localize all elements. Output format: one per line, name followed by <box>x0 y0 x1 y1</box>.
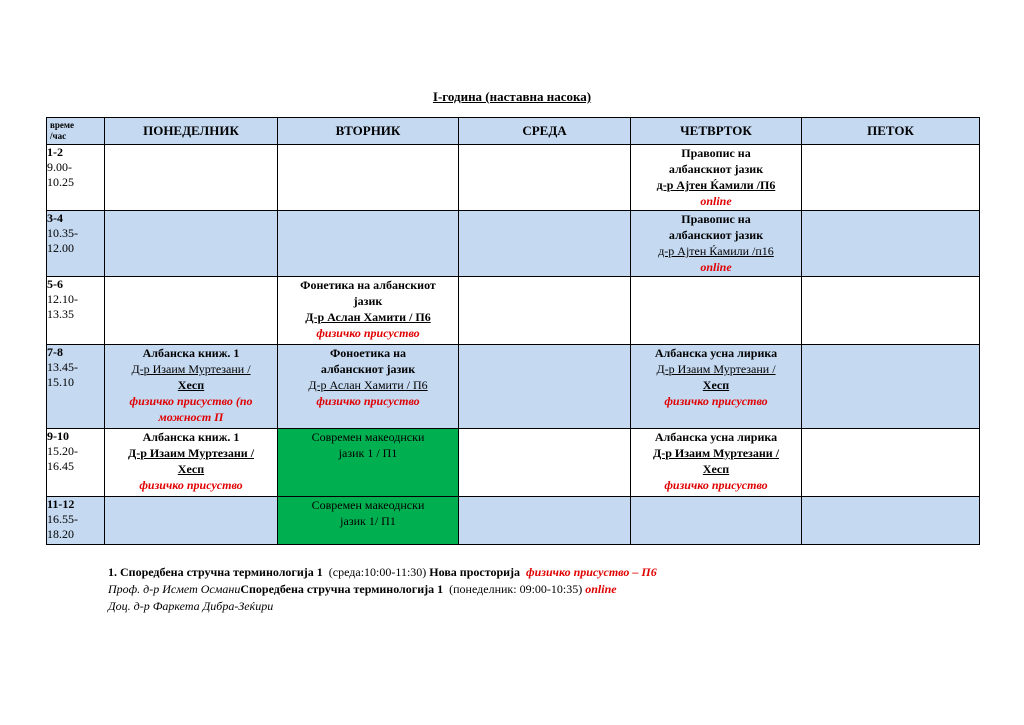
time-cell: 11-12 16.55- 18.20 <box>47 497 105 545</box>
schedule-table <box>46 117 980 545</box>
slot-tue-1 <box>278 145 459 211</box>
notes-section <box>108 564 657 615</box>
slot-tue-3: Фонетика на албанскиот јазик Д-р Аслан Хамити / П6 физичко присуство <box>278 277 459 345</box>
slot-wed-3 <box>459 277 631 345</box>
slot-thu-3 <box>631 277 802 345</box>
time-cell: 9-10 15.20- 16.45 <box>47 429 105 497</box>
slot-fri-5 <box>802 429 980 497</box>
slot-wed-4 <box>459 345 631 429</box>
slot-mon-1 <box>105 145 278 211</box>
slot-thu-6 <box>631 497 802 545</box>
table-row <box>47 145 980 211</box>
time-cell: 5-6 12.10- 13.35 <box>47 277 105 345</box>
slot-thu-1: Правопис на албанскиот јазик д-р Ајтен Ќамили /П6 online <box>631 145 802 211</box>
slot-mon-3 <box>105 277 278 345</box>
slot-tue-4: Фоноетика на албанскиот јазик Д-р Аслан Хамити / П6 физичко присуство <box>278 345 459 429</box>
day-monday: ПОНЕДЕЛНИК <box>105 118 278 145</box>
table-row <box>47 497 980 545</box>
header-row <box>47 118 980 145</box>
slot-fri-1 <box>802 145 980 211</box>
page-title: I-година (наставна насока) <box>432 89 592 104</box>
slot-tue-6: Современ макеоднски јазик 1/ П1 <box>278 497 459 545</box>
note-line-2: Проф. д-р Исмет ОсманиСпоредбена стручна терминологија 1 (понеделник: 09:00-10:35) online <box>108 582 617 596</box>
time-header: време /час <box>47 118 105 145</box>
time-cell: 3-4 10.35- 12.00 <box>47 211 105 277</box>
day-tuesday: ВТОРНИК <box>278 118 459 145</box>
slot-fri-4 <box>802 345 980 429</box>
slot-mon-2 <box>105 211 278 277</box>
time-cell: 7-8 13.45- 15.10 <box>47 345 105 429</box>
day-thursday: ЧЕТВРТОК <box>631 118 802 145</box>
slot-thu-5: Албанска усна лирика Д-р Изаим Муртезани / Хесп физичко присуство <box>631 429 802 497</box>
slot-thu-4: Албанска усна лирика Д-р Изаим Муртезани / Хесп физичко присуство <box>631 345 802 429</box>
slot-wed-5 <box>459 429 631 497</box>
slot-fri-6 <box>802 497 980 545</box>
slot-fri-3 <box>802 277 980 345</box>
day-friday: ПЕТОК <box>802 118 980 145</box>
slot-fri-2 <box>802 211 980 277</box>
slot-mon-6 <box>105 497 278 545</box>
slot-tue-5: Современ макеоднски јазик 1 / П1 <box>278 429 459 497</box>
slot-wed-2 <box>459 211 631 277</box>
slot-tue-2 <box>278 211 459 277</box>
time-cell: 1-2 9.00- 10.25 <box>47 145 105 211</box>
table-row <box>47 429 980 497</box>
slot-thu-2: Правопис на албанскиот јазик д-р Ајтен Ќамили /п16 online <box>631 211 802 277</box>
day-wednesday: СРЕДА <box>459 118 631 145</box>
note-line-3: Доц. д-р Фаркета Дибра-Зеќири <box>108 599 274 613</box>
table-row <box>47 277 980 345</box>
slot-mon-4: Албанска книж. 1 Д-р Изаим Муртезани / Хесп физичко присуство (по можност П <box>105 345 278 429</box>
slot-mon-5: Албанска книж. 1 Д-р Изаим Муртезани / Хесп физичко присуство <box>105 429 278 497</box>
slot-wed-6 <box>459 497 631 545</box>
table-row <box>47 211 980 277</box>
table-row <box>47 345 980 429</box>
slot-wed-1 <box>459 145 631 211</box>
note-line-1: 1. Споредбена стручна терминологија 1 (среда:10:00-11:30) Нова просторија физичко присуство – П6 <box>108 565 657 579</box>
